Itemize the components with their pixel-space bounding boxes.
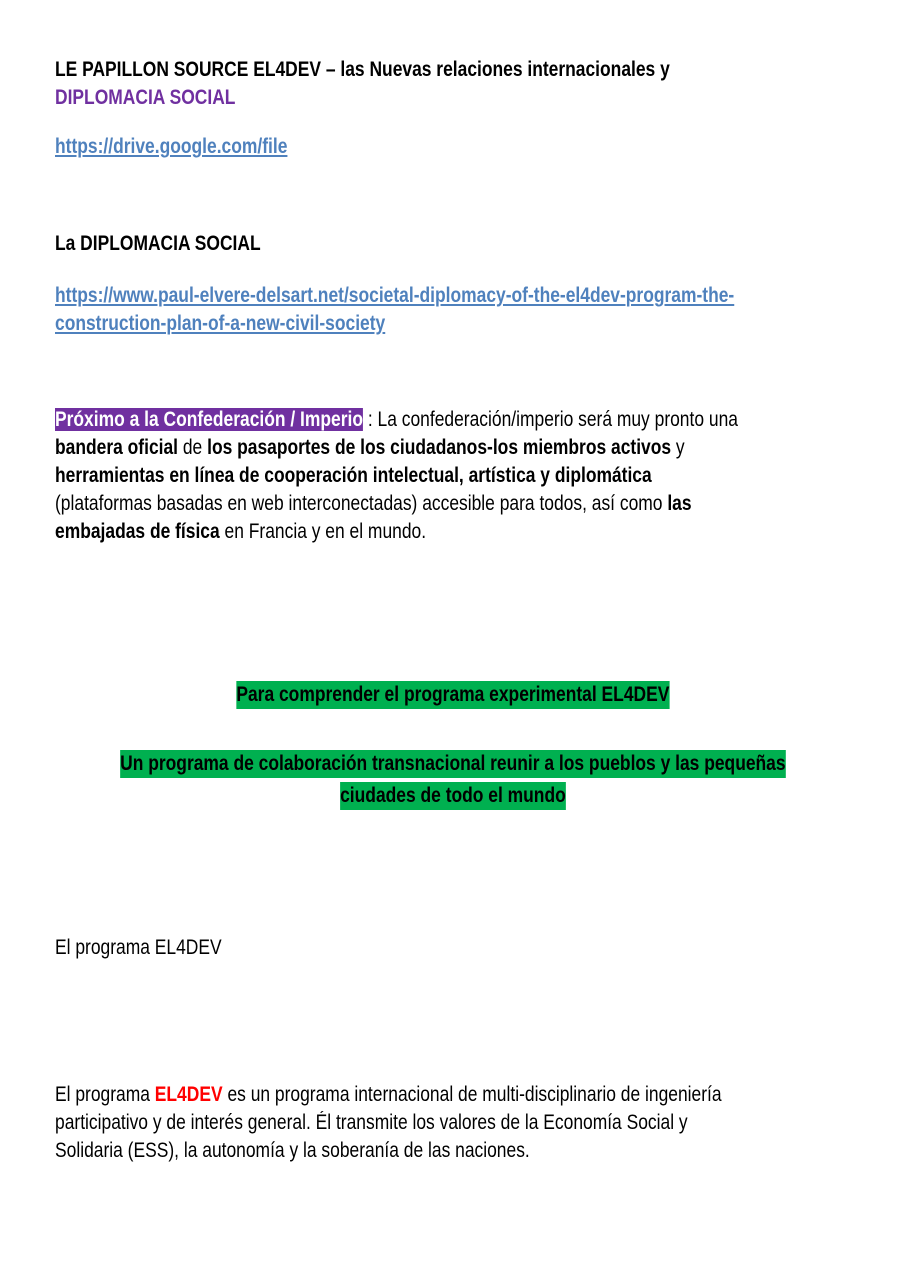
diplomacy-link-line2[interactable]: construction-plan-of-a-new-civil-society [55,312,386,335]
green-heading-text: Para comprender el programa experimental EL4DEV [236,681,669,709]
text: (plataformas basadas en web interconectadas) accesible para todos, así como [55,492,668,515]
paragraph-line [55,1081,722,1109]
green-heading-text: ciudades de todo el mundo [340,782,566,810]
paragraph-line [55,406,738,434]
text: en Francia y en el mundo. [219,520,427,543]
text: de [178,436,208,459]
text: es un programa internacional de multi-disciplinario de ingeniería [222,1083,722,1106]
text: : La confederación/imperio será muy pronto una [363,408,738,431]
paragraph-line: participativo y de interés general. Él transmite los valores de la Economía Social y [55,1111,688,1134]
text-bold: los pasaportes de los ciudadanos-los miembros activos [207,436,672,459]
drive-link[interactable]: https://drive.google.com/file [55,135,288,158]
paragraph-line [55,434,685,462]
text: El programa [55,1083,155,1106]
programa-label: El programa EL4DEV [55,936,222,959]
paragraph-line: Solidaria (ESS), la autonomía y la soberanía de las naciones. [55,1139,530,1162]
highlight-confederacion: Próximo a la Confederación / Imperio [55,408,364,431]
paragraph-line: herramientas en línea de cooperación intelectual, artística y diplomática [55,464,652,487]
text-bold: las [667,492,692,515]
doc-title-line2: DIPLOMACIA SOCIAL [55,86,236,109]
green-heading-1 [0,681,905,709]
paragraph-line [55,490,692,518]
green-heading-2-line2 [0,782,905,810]
el4dev-red: EL4DEV [154,1083,223,1106]
text: y [671,436,685,459]
text-bold: embajadas de física [55,520,220,543]
doc-title-line1: LE PAPILLON SOURCE EL4DEV – las Nuevas relaciones internacionales y [55,58,670,81]
paragraph-line [55,518,426,546]
section-heading-diplomacia: La DIPLOMACIA SOCIAL [55,232,261,255]
text-bold: bandera oficial [55,436,179,459]
green-heading-2-line1 [0,750,905,778]
diplomacy-link-line1[interactable]: https://www.paul-elvere-delsart.net/societal-diplomacy-of-the-el4dev-program-the- [55,284,735,307]
green-heading-text: Un programa de colaboración transnacional reunir a los pueblos y las pequeñas [120,750,785,778]
